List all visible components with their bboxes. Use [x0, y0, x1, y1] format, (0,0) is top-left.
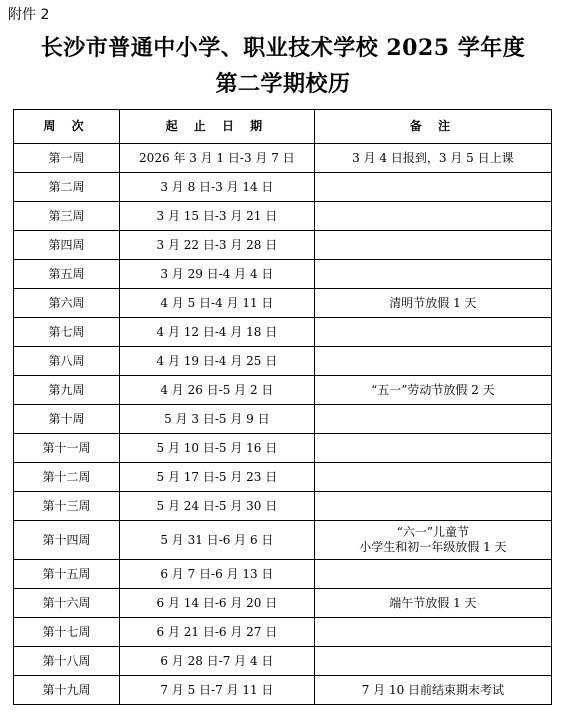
dates-cell: 3 月 22 日-3 月 28 日 [119, 231, 314, 260]
dates-cell: 5 月 24 日-5 月 30 日 [119, 492, 314, 521]
dates-cell: 3 月 8 日-3 月 14 日 [119, 173, 314, 202]
note-cell [314, 521, 551, 560]
note-cell [314, 434, 551, 463]
table-row [14, 589, 552, 618]
table-row [14, 463, 552, 492]
document-title: 长沙市普通中小学、职业技术学校 2025 学年度 [40, 35, 526, 61]
week-cell: 第十二周 [14, 463, 120, 492]
table-row [14, 560, 552, 589]
week-cell: 第十一周 [14, 434, 120, 463]
week-cell: 第四周 [14, 231, 120, 260]
week-cell: 第十七周 [14, 618, 120, 647]
week-cell: 第十周 [14, 405, 120, 434]
table-row [14, 676, 552, 705]
note-cell [314, 676, 551, 705]
note-text: “六一”儿童节 [396, 525, 470, 539]
week-cell: 第十六周 [14, 589, 120, 618]
week-cell: 第七周 [14, 318, 120, 347]
week-cell: 第十四周 [14, 521, 120, 560]
week-cell: 第十三周 [14, 492, 120, 521]
note-cell [314, 144, 551, 173]
note-cell [314, 173, 551, 202]
note-cell [314, 647, 551, 676]
dates-cell: 5 月 17 日-5 月 23 日 [119, 463, 314, 492]
table-row [14, 173, 552, 202]
dates-cell: 4 月 12 日-4 月 18 日 [119, 318, 314, 347]
note-text-line2: 小学生和初一年级放假 1 天 [359, 540, 507, 554]
note-cell [314, 202, 551, 231]
week-cell: 第九周 [14, 376, 120, 405]
note-cell [314, 492, 551, 521]
week-cell: 第十五周 [14, 560, 120, 589]
dates-cell: 4 月 5 日-4 月 11 日 [119, 289, 314, 318]
table-row [14, 434, 552, 463]
dates-cell: 6 月 7 日-6 月 13 日 [119, 560, 314, 589]
header-dates: 起 止 日 期 [119, 110, 314, 144]
table-row [14, 318, 552, 347]
week-cell: 第五周 [14, 260, 120, 289]
dates-cell: 6 月 21 日-6 月 27 日 [119, 618, 314, 647]
dates-cell: 4 月 26 日-5 月 2 日 [119, 376, 314, 405]
week-cell: 第八周 [14, 347, 120, 376]
note-cell [314, 405, 551, 434]
dates-cell: 5 月 10 日-5 月 16 日 [119, 434, 314, 463]
note-text: 7 月 10 日前结束期末考试 [361, 682, 505, 697]
note-cell [314, 318, 551, 347]
week-cell: 第六周 [14, 289, 120, 318]
table-row [14, 647, 552, 676]
attachment-label: 附件 2 [8, 7, 50, 23]
school-calendar-table [13, 109, 552, 705]
week-cell: 第十八周 [14, 647, 120, 676]
dates-cell: 6 月 28 日-7 月 4 日 [119, 647, 314, 676]
week-cell: 第二周 [14, 173, 120, 202]
note-text: 3 月 4 日报到，3 月 5 日上课 [352, 150, 514, 165]
note-cell [314, 347, 551, 376]
week-cell: 第一周 [14, 144, 120, 173]
table-row [14, 492, 552, 521]
dates-cell: 6 月 14 日-6 月 20 日 [119, 589, 314, 618]
week-cell: 第十九周 [14, 676, 120, 705]
note-cell [314, 560, 551, 589]
note-cell [314, 260, 551, 289]
table-row [14, 376, 552, 405]
dates-cell: 5 月 31 日-6 月 6 日 [119, 521, 314, 560]
table-row [14, 347, 552, 376]
note-text: “五一”劳动节放假 2 天 [371, 382, 495, 397]
note-cell [314, 231, 551, 260]
note-cell [314, 376, 551, 405]
header-week: 周 次 [14, 110, 120, 144]
table-row [14, 231, 552, 260]
dates-cell: 2026 年 3 月 1 日-3 月 7 日 [119, 144, 314, 173]
note-cell [314, 289, 551, 318]
table-row [14, 521, 552, 560]
note-text: 端午节放假 1 天 [389, 595, 477, 610]
table-row [14, 260, 552, 289]
header-notes: 备 注 [314, 110, 551, 144]
note-cell [314, 463, 551, 492]
dates-cell: 4 月 19 日-4 月 25 日 [119, 347, 314, 376]
dates-cell: 3 月 29 日-4 月 4 日 [119, 260, 314, 289]
document-subtitle: 第二学期校历 [215, 71, 351, 97]
week-cell: 第三周 [14, 202, 120, 231]
note-cell [314, 618, 551, 647]
note-cell [314, 589, 551, 618]
dates-cell: 5 月 3 日-5 月 9 日 [119, 405, 314, 434]
table-row [14, 144, 552, 173]
table-row [14, 405, 552, 434]
table-row [14, 202, 552, 231]
table-row [14, 618, 552, 647]
dates-cell: 7 月 5 日-7 月 11 日 [119, 676, 314, 705]
dates-cell: 3 月 15 日-3 月 21 日 [119, 202, 314, 231]
table-row [14, 289, 552, 318]
table-header-row [14, 110, 552, 144]
note-text: 清明节放假 1 天 [389, 295, 477, 310]
